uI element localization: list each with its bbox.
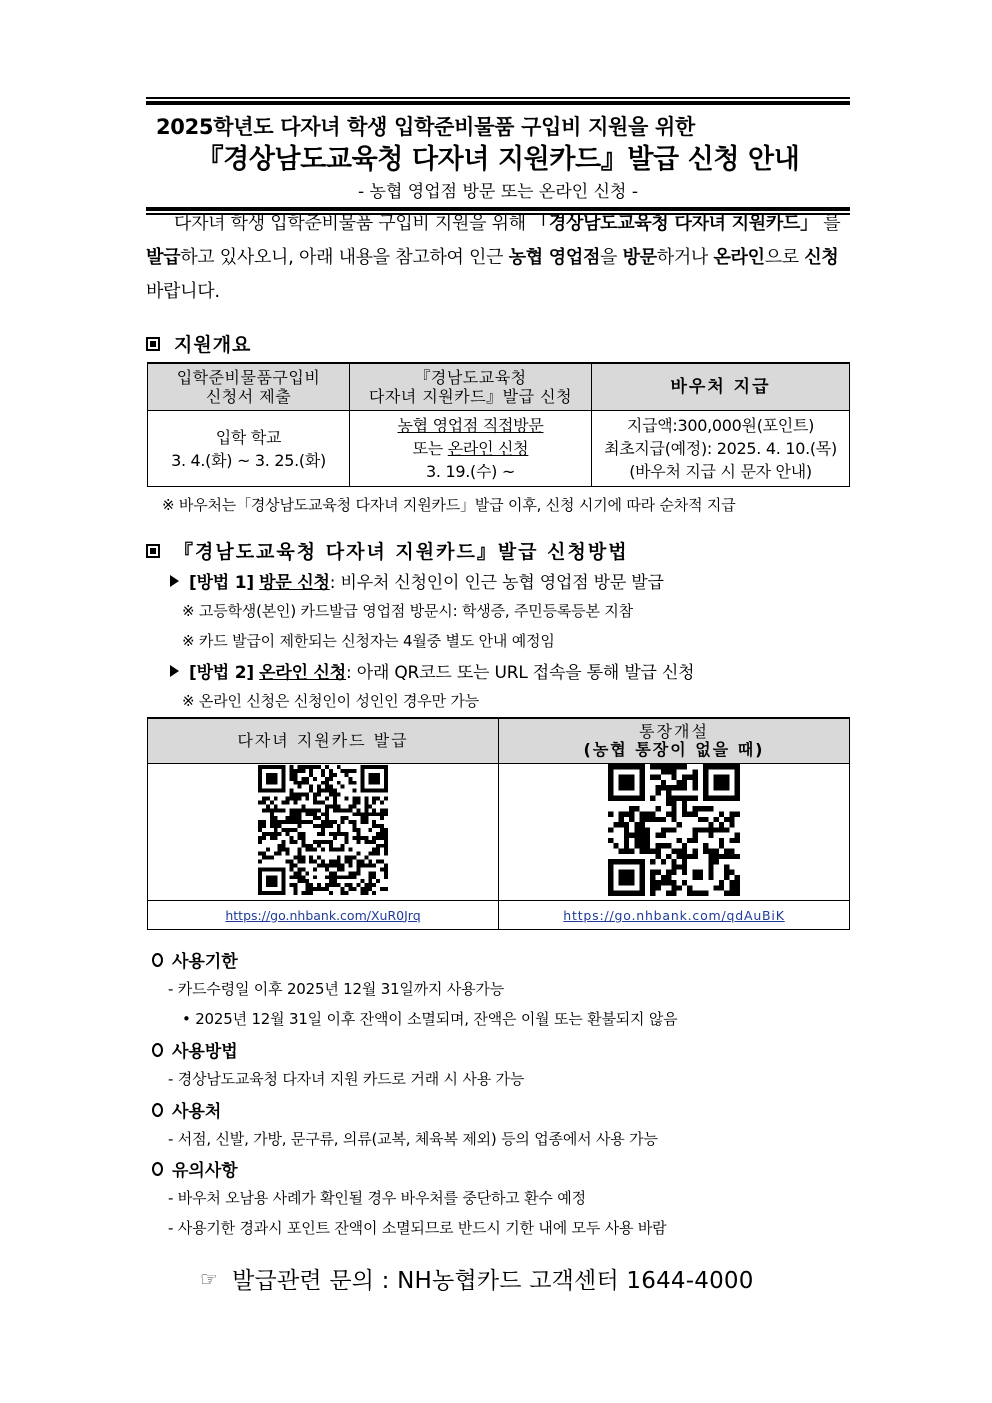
usage-title: 사용처 xyxy=(172,1102,222,1122)
header-text: 신청서 제출 xyxy=(205,387,292,406)
table-cell xyxy=(592,411,850,487)
cell-text: 최초지급(예정): 2025. 4. 10.(목) xyxy=(604,439,837,458)
intro-text: 으로 xyxy=(764,247,805,268)
intro-bold: 「경상남도교육청 다자녀 지원카드」 xyxy=(531,213,818,234)
filled-square-icon xyxy=(146,337,160,351)
circle-bullet-icon xyxy=(152,1043,163,1057)
intro-paragraph xyxy=(146,207,852,309)
section-method-heading xyxy=(146,537,629,564)
table-cell xyxy=(350,411,592,487)
usage-title: 유의사항 xyxy=(172,1161,238,1181)
method-name: 온라인 신청 xyxy=(259,663,346,683)
qr-cell xyxy=(148,764,499,901)
qr-code-account-open[interactable] xyxy=(608,764,740,900)
overview-table xyxy=(147,362,850,487)
url-cell xyxy=(499,901,850,930)
table-row xyxy=(148,411,850,487)
intro-text: 하고 있사오니, 아래 내용을 참고하여 인근 xyxy=(180,247,509,268)
intro-text: 다자녀 학생 입학준비물품 구입비 지원을 위해 xyxy=(174,213,532,234)
usage-item: - 바우처 오남용 사례가 확인될 경우 바우처를 중단하고 환수 예정 xyxy=(168,1189,586,1207)
qr-code-card-issue[interactable] xyxy=(258,765,388,899)
header-text: (농협 통장이 없을 때) xyxy=(583,740,765,759)
header-text: 다자녀 지원카드』발급 신청 xyxy=(368,387,573,406)
header-text: 입학준비물품구입비 xyxy=(176,368,321,387)
triangle-bullet-icon xyxy=(170,575,179,587)
table-header-row xyxy=(148,363,850,411)
qr-table xyxy=(147,717,850,930)
table-header: 바우처 지급 xyxy=(592,363,850,411)
voucher-note: ※ 바우처는「경상남도교육청 다자녀 지원카드」발급 이후, 신청 시기에 따라 순차적 지급 xyxy=(162,496,736,514)
usage-item: - 카드수령일 이후 2025년 12월 31일까지 사용가능 xyxy=(168,980,505,998)
intro-bold: 발급 xyxy=(146,247,181,268)
title-block xyxy=(146,97,850,215)
section-title: 지원개요 xyxy=(174,334,252,356)
cell-text: 지급액:300,000원(포인트) xyxy=(626,416,815,435)
method-desc: : 비우처 신청인이 인근 농협 영업점 방문 발급 xyxy=(329,573,664,593)
usage-title: 사용방법 xyxy=(172,1042,238,1062)
table-header: 다자녀 지원카드 발급 xyxy=(148,718,499,764)
pointing-hand-icon: ☞ xyxy=(200,1266,219,1291)
cell-text: 농협 영업점 직접방문 xyxy=(397,416,544,435)
table-header xyxy=(148,363,350,411)
table-cell xyxy=(148,411,350,487)
method-label: [방법 2] xyxy=(189,663,254,683)
account-open-link[interactable]: https://go.nhbank.com/qdAuBiK xyxy=(563,907,785,923)
method-2 xyxy=(170,658,694,683)
method-desc: : 아래 QR코드 또는 URL 접속을 통해 발급 신청 xyxy=(346,663,695,683)
intro-bold: 신청 xyxy=(804,247,839,268)
intro-bold: 농협 영업점 xyxy=(508,247,601,268)
header-text: 통장개설 xyxy=(639,722,709,741)
intro-text: 하거나 xyxy=(656,247,714,268)
cell-text: (바우처 지급 시 문자 안내) xyxy=(629,462,812,481)
header-text: 『경남도교육청 xyxy=(414,368,527,387)
method-name: 방문 신청 xyxy=(259,573,330,593)
usage-cautions-heading xyxy=(152,1156,238,1181)
circle-bullet-icon xyxy=(152,1103,163,1117)
method-1 xyxy=(170,568,664,593)
table-header xyxy=(499,718,850,764)
usage-item: - 사용기한 경과시 포인트 잔액이 소멸되므로 반드시 기한 내에 모두 사용 바람 xyxy=(168,1219,667,1237)
url-cell xyxy=(148,901,499,930)
title-rule xyxy=(146,97,850,99)
table-row xyxy=(148,901,850,930)
filled-square-icon xyxy=(146,544,160,558)
usage-item: - 경상남도교육청 다자녀 지원 카드로 거래 시 사용 가능 xyxy=(168,1070,525,1088)
circle-bullet-icon xyxy=(152,953,163,967)
method-label: [방법 1] xyxy=(189,573,254,593)
intro-bold: 방문 xyxy=(622,247,657,268)
cell-text: 또는 xyxy=(412,439,448,458)
usage-method-heading xyxy=(152,1037,238,1062)
title-line1: 2025학년도 다자녀 학생 입학준비물품 구입비 지원을 위한 xyxy=(156,115,696,139)
contact-line xyxy=(200,1262,754,1295)
intro-text: 을 xyxy=(600,247,623,268)
usage-title: 사용기한 xyxy=(172,952,238,972)
contact-text: 발급관련 문의 : NH농협카드 고객센터 1644-4000 xyxy=(232,1268,754,1294)
method-note: ※ 고등학생(본인) 카드발급 영업점 방문시: 학생증, 주민등록등본 지참 xyxy=(182,602,633,620)
intro-text: 바랍니다. xyxy=(146,281,220,302)
table-row xyxy=(148,764,850,901)
triangle-bullet-icon xyxy=(170,665,179,677)
subtitle: - 농협 영업점 방문 또는 온라인 신청 - xyxy=(357,182,638,202)
section-overview-heading xyxy=(146,330,251,357)
qr-cell xyxy=(499,764,850,901)
card-issue-link[interactable]: https://go.nhbank.com/XuR0Jrq xyxy=(225,907,421,923)
section-title: 『경남도교육청 다자녀 지원카드』발급 신청방법 xyxy=(174,541,629,563)
method-note: ※ 온라인 신청은 신청인이 성인인 경우만 가능 xyxy=(182,692,479,710)
usage-period-heading xyxy=(152,947,238,972)
usage-places-heading xyxy=(152,1097,221,1122)
intro-text: 를 xyxy=(817,213,841,234)
cell-text: 3. 19.(수) ~ xyxy=(426,462,515,481)
cell-text: 3. 4.(화) ~ 3. 25.(화) xyxy=(171,450,326,470)
table-header xyxy=(350,363,592,411)
page-title: 『경상남도교육청 다자녀 지원카드』발급 신청 안내 xyxy=(196,144,800,175)
intro-bold: 온라인 xyxy=(713,247,765,268)
method-note: ※ 카드 발급이 제한되는 신청자는 4월중 별도 안내 예정임 xyxy=(182,632,555,650)
usage-item: - 서점, 신발, 가방, 문구류, 의류(교복, 체육복 제외) 등의 업종에서 사용 가능 xyxy=(168,1130,658,1148)
table-header-row xyxy=(148,718,850,764)
circle-bullet-icon xyxy=(152,1162,163,1176)
cell-text: 입학 학교 xyxy=(215,427,282,447)
usage-bullet: • 2025년 12월 31일 이후 잔액이 소멸되며, 잔액은 이월 또는 환불되지 않음 xyxy=(182,1010,678,1028)
cell-text: 온라인 신청 xyxy=(447,439,529,458)
